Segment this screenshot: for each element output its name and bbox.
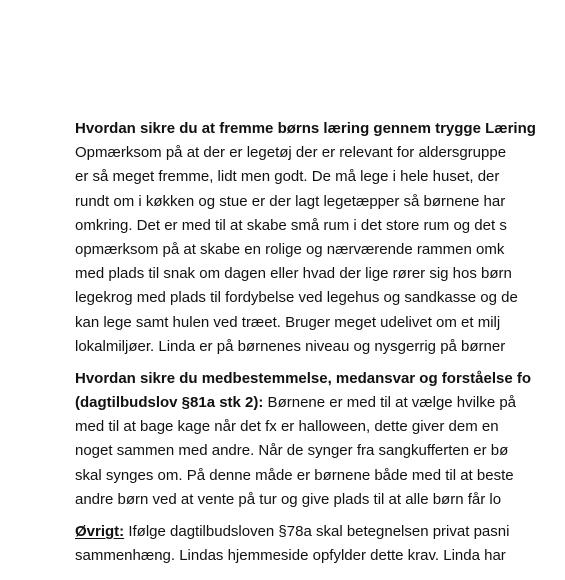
paragraph-line: er så meget fremme, lidt men godt. De må lege i hele huset, der — [75, 168, 500, 186]
paragraph-line: Opmærksom på at der er legetøj der er relevant for aldersgruppe — [75, 144, 507, 162]
paragraph-line: noget sammen med andre. Når de synger fra sangkufferten er bø — [75, 442, 509, 460]
paragraph-line: lokalmiljøer. Linda er på børnenes niveau og nysgerrig på børner — [75, 337, 506, 355]
section-codetermination — [75, 367, 565, 512]
paragraph-text: Ifølge dagtilbudsloven §78a skal betegnelsen privat pasni — [124, 523, 510, 540]
section-heading: Hvordan sikre du at fremme børns læring gennem trygge Læring — [75, 120, 536, 137]
paragraph-line — [75, 391, 565, 415]
paragraph-text: Børnene er med til at vælge hvilke på — [263, 394, 517, 412]
document-body — [75, 117, 565, 576]
section-other — [75, 520, 565, 568]
paragraph-line: med til at bage kage når det fx er halloween, dette giver dem en — [75, 418, 499, 436]
paragraph-line: opmærksom på at skabe en rolige og nærværende rammen omk — [75, 240, 505, 258]
paragraph-line: med plads til snak om dagen eller hvad der lige rører sig hos børn — [75, 265, 512, 283]
paragraph-line: rundt om i køkken og stue er der lagt legetæpper så børnene har — [75, 192, 506, 210]
law-reference: (dagtilbudslov §81a stk 2): — [75, 394, 264, 412]
paragraph-line: omkring. Det er med til at skabe små rum i det store rum og det s — [75, 216, 507, 234]
section-learning — [75, 117, 565, 359]
paragraph-line — [75, 520, 565, 544]
paragraph-line: andre børn ved at vente på tur og give plads til at alle børn får lo — [75, 490, 502, 508]
other-label: Øvrigt: — [75, 523, 125, 540]
paragraph-line: sammenhæng. Lindas hjemmeside opfylder dette krav. Linda har — [75, 547, 506, 565]
paragraph-line: skal synges om. På denne måde er børnene både med til at beste — [75, 466, 514, 484]
paragraph-line: legekrog med plads til fordybelse ved legehus og sandkasse og de — [75, 289, 518, 307]
paragraph-line: kan lege samt hulen ved træet. Bruger meget udelivet om et milj — [75, 313, 501, 331]
section-heading: Hvordan sikre du medbestemmelse, medansvar og forståelse fo — [75, 369, 531, 387]
